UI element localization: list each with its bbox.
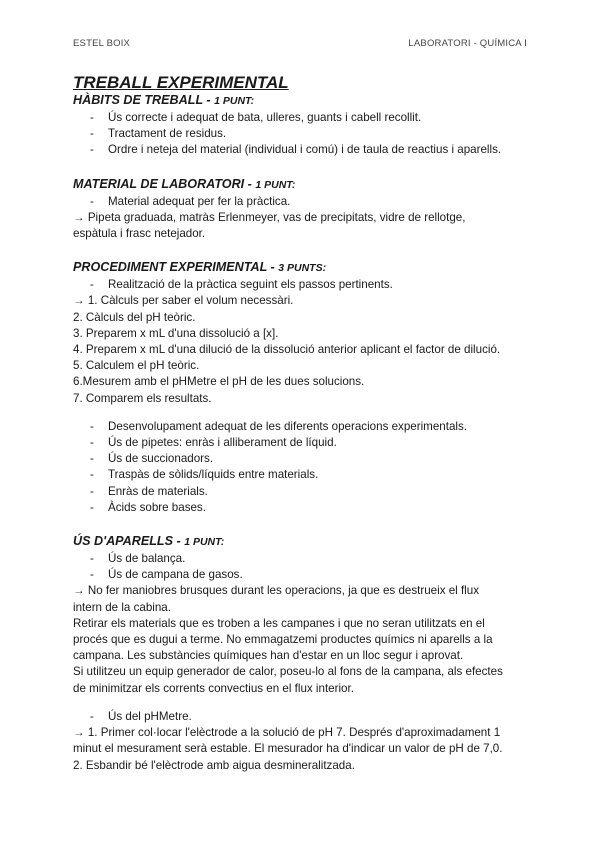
step-line: 4. Preparem x mL d'una dilució de la dissolució anterior aplicant el factor de dilució. xyxy=(73,343,501,357)
list-item: - Ús de campana de gasos. xyxy=(73,567,543,583)
section-heading-text: PROCEDIMENT EXPERIMENTAL - xyxy=(73,260,279,275)
section-points: 3 PUNTS: xyxy=(278,262,327,275)
list-item: - Ús de pipetes: enràs i alliberament de líquid. xyxy=(73,435,543,451)
section-points: 1 PUNT: xyxy=(214,95,255,107)
list-item: - Realització de la pràctica seguint els passos pertinents. xyxy=(73,277,543,293)
list-item: - Traspàs de sòlids/líquids entre materials. xyxy=(73,467,543,483)
text-line: minut el mesurament serà estable. El mesurador ha d'indicar un valor de pH de 7,0. xyxy=(73,742,503,756)
document-body xyxy=(73,74,543,774)
list-item: - Àcids sobre bases. xyxy=(73,500,543,516)
list-item: - Desenvolupament adequat de les diferents operacions experimentals. xyxy=(73,419,543,435)
step-line: 7. Comparem els resultats. xyxy=(73,391,212,405)
habits-list xyxy=(73,110,543,159)
section-title-material xyxy=(73,176,543,194)
section-points: 1 PUNT: xyxy=(184,536,225,549)
list-item: - Ús de succionadors. xyxy=(73,451,543,467)
text-line: → Pipeta graduada, matràs Erlenmeyer, vas de precipitats, vidre de rellotge, xyxy=(73,210,466,224)
text-line: de minimitzar els corrents convectius en el flux interior. xyxy=(73,681,354,695)
list-item: - Tractament de residus. xyxy=(73,126,543,142)
text-line: campana. Les substàncies químiques han d'estar en un lloc segur i aprovat. xyxy=(73,649,464,663)
procediment-list xyxy=(73,277,543,293)
step-line: 5. Calculem el pH teòric. xyxy=(73,359,200,373)
section-heading-text: ÚS D'APARELLS - xyxy=(73,534,185,549)
section-points: 1 PUNT: xyxy=(255,178,296,191)
header-author: ESTEL BOIX xyxy=(73,38,131,49)
text-line: Si utilitzeu un equip generador de calor, poseu-lo al fons de la campana, als efectes xyxy=(73,665,503,679)
operations-list xyxy=(73,419,543,516)
step-line: 3. Preparem x mL d'una dissolució a [x]. xyxy=(73,326,279,340)
text-line: intern de la cabina. xyxy=(73,600,171,614)
text-line: → No fer maniobres brusques durant les operacions, ja que es destrueix el flux xyxy=(73,584,479,598)
step-line: 2. Càlculs del pH teòric. xyxy=(73,310,196,324)
list-item: - Ús del pHMetre. xyxy=(73,709,543,725)
section-title-aparells xyxy=(73,533,543,551)
document-title: TREBALL EXPERIMENTAL xyxy=(73,73,289,92)
text-line: 2. Esbandir bé l'elèctrode amb aigua desmineralitzada. xyxy=(73,758,355,772)
list-item: - Ordre i neteja del material (individual i comú) i de taula de reactius i aparells. xyxy=(73,142,543,158)
page-header xyxy=(73,38,527,49)
material-list xyxy=(73,194,543,210)
list-item: - Material adequat per fer la pràctica. xyxy=(73,194,543,210)
header-course: LABORATORI - QUÍMICA I xyxy=(408,38,527,49)
aparells-list xyxy=(73,551,543,583)
step-line: 6.Mesurem amb el pHMetre el pH de les dues solucions. xyxy=(73,375,365,389)
list-item: - Ús correcte i adequat de bata, ulleres, guants i cabell recollit. xyxy=(73,110,543,126)
list-item: - Ús de balança. xyxy=(73,551,543,567)
section-heading-text: MATERIAL DE LABORATORI - xyxy=(73,176,256,191)
text-line: → 1. Primer col·locar l'elèctrode a la solució de pH 7. Després d'aproximadament 1 xyxy=(73,726,501,740)
section-title-habits xyxy=(73,92,543,110)
phmetre-list xyxy=(73,709,543,725)
step-line: → 1. Càlculs per saber el volum necessàri. xyxy=(73,294,294,308)
text-line: Retirar els materials que es troben a les campanes i que no seran utilitzats en el xyxy=(73,616,485,630)
list-item: - Enràs de materials. xyxy=(73,484,543,500)
section-title-procediment xyxy=(73,259,543,277)
text-line: espàtula i frasc netejador. xyxy=(73,227,206,241)
text-line: procés que es dugui a terme. No emmagatzemi productes químics ni aparells a la xyxy=(73,633,493,647)
section-heading-text: HÀBITS DE TREBALL - xyxy=(73,93,215,107)
